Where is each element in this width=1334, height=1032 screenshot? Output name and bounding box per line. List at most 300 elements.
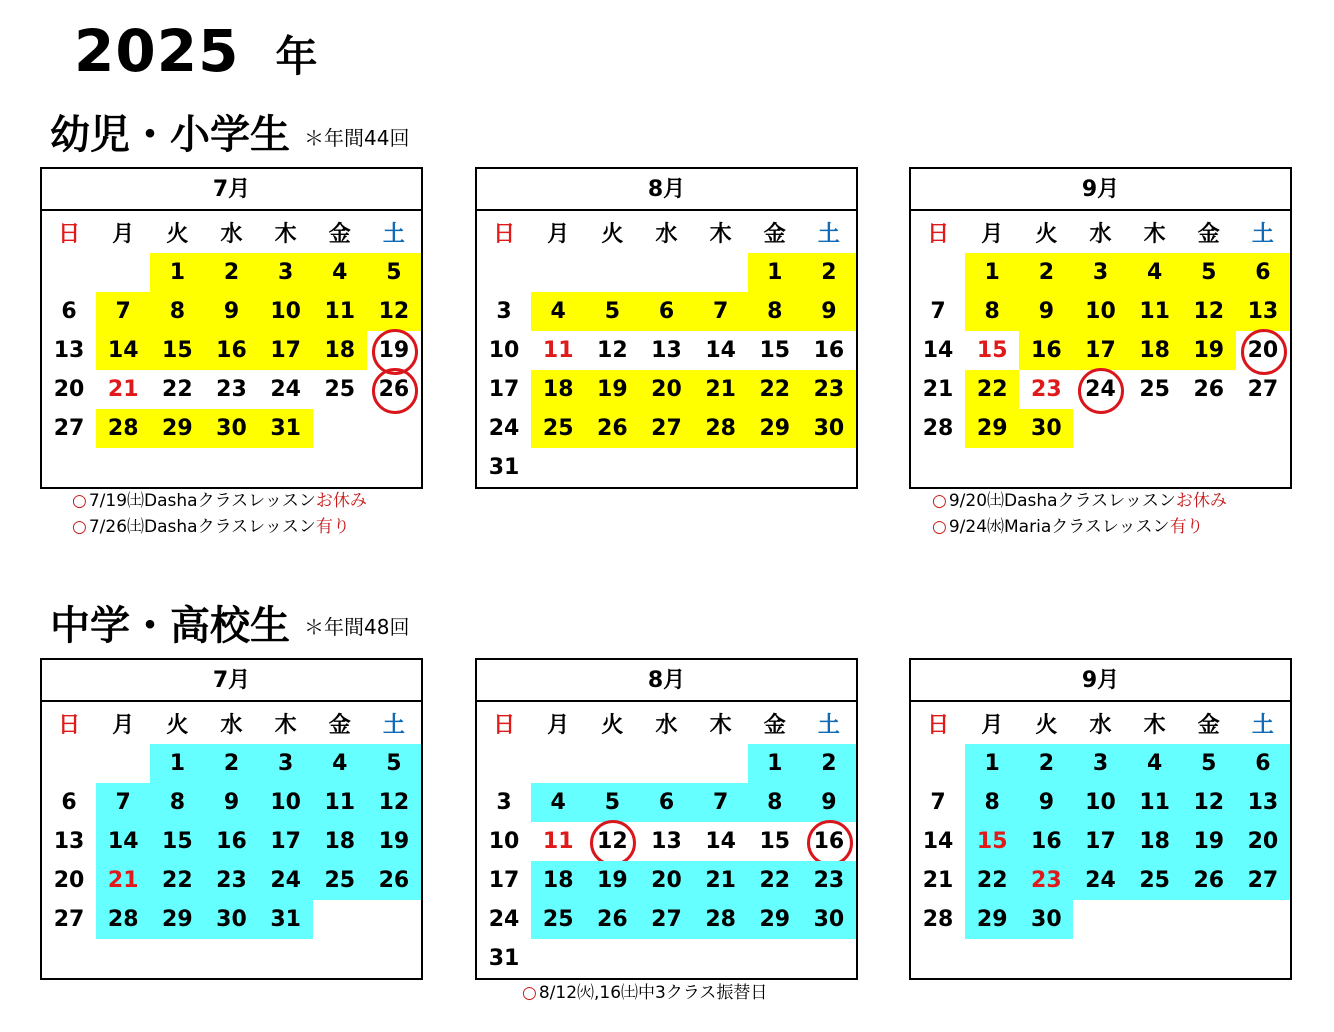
- day-cell: 15: [965, 822, 1019, 861]
- day-cell: 5: [367, 744, 421, 783]
- empty-cell: [1236, 900, 1290, 939]
- weekday-label: 月: [112, 712, 135, 738]
- day-cell: 6: [1236, 744, 1290, 783]
- note-text: 7/19㈯Dashaクラスレッスン: [88, 491, 316, 511]
- weekday-row: [911, 211, 1290, 253]
- empty-cell: [96, 744, 150, 783]
- empty-cell: [965, 448, 1019, 487]
- week-row: [911, 253, 1290, 292]
- day-cell: 27: [1247, 377, 1279, 402]
- empty-cell: [911, 939, 965, 978]
- day-cell: 27: [639, 900, 693, 939]
- day-cell: 28: [694, 900, 748, 939]
- empty-cell: [1019, 939, 1073, 978]
- day-cell: 23: [1031, 377, 1062, 402]
- day-cell: 28: [922, 416, 954, 441]
- day-cell: 22: [162, 377, 193, 402]
- day-cell: 23: [1019, 861, 1073, 900]
- calendar: [909, 658, 1292, 980]
- day-cell: 25: [313, 861, 367, 900]
- day-cell: 9: [1019, 292, 1073, 331]
- weekday-label: 金: [763, 712, 786, 738]
- empty-cell: [477, 253, 531, 292]
- day-cell: 15: [759, 338, 791, 363]
- day-cell: 14: [705, 338, 736, 363]
- day-cell: 3: [496, 790, 512, 815]
- day-cell: 25: [324, 377, 356, 402]
- weekday-label: 水: [655, 712, 678, 738]
- day-cell: 6: [1236, 253, 1290, 292]
- day-cell: 10: [259, 292, 313, 331]
- day-cell: 7: [694, 783, 748, 822]
- day-cell: 21: [922, 377, 954, 402]
- week-row: [477, 331, 856, 370]
- empty-cell: [96, 448, 150, 487]
- empty-cell: [585, 744, 639, 783]
- day-cell: 28: [96, 900, 150, 939]
- weekday-row: [911, 702, 1290, 744]
- day-cell: 15: [150, 822, 204, 861]
- weekday-label: 木: [274, 712, 297, 738]
- day-cell: 16: [1019, 822, 1073, 861]
- note-accent: 有り: [1169, 517, 1204, 537]
- calendar-month-header: 7月: [42, 660, 421, 702]
- section-note-elementary: ＊年間44回: [304, 126, 410, 150]
- week-row: [911, 822, 1290, 861]
- weekday-label: 月: [981, 221, 1004, 247]
- week-row: [911, 370, 1290, 409]
- day-cell: 28: [96, 409, 150, 448]
- weekday-label: 日: [927, 712, 950, 738]
- day-cell: 21: [922, 868, 954, 893]
- empty-cell: [639, 448, 693, 487]
- weekday-label: 金: [328, 712, 351, 738]
- day-cell: 26: [585, 409, 639, 448]
- day-cell: 8: [748, 783, 802, 822]
- day-cell: 20: [1236, 822, 1290, 861]
- weekday-label: 土: [817, 221, 840, 247]
- note-text: 9/20㈯Dashaクラスレッスン: [948, 491, 1176, 511]
- day-cell: 3: [1073, 744, 1127, 783]
- day-cell: 20: [1236, 331, 1290, 370]
- calendar: [40, 658, 423, 980]
- weekday-label: 木: [709, 221, 732, 247]
- day-cell: 24: [488, 416, 520, 441]
- day-cell: 7: [96, 783, 150, 822]
- day-cell: 17: [1073, 331, 1127, 370]
- week-row: [42, 253, 421, 292]
- day-cell: 31: [488, 946, 520, 971]
- day-cell: 6: [61, 299, 77, 324]
- day-cell: 25: [531, 900, 585, 939]
- calendar-note: [932, 493, 1227, 510]
- empty-cell: [96, 253, 150, 292]
- calendar: [909, 167, 1292, 489]
- empty-cell: [639, 744, 693, 783]
- day-cell: 8: [965, 292, 1019, 331]
- day-cell: 3: [259, 744, 313, 783]
- day-cell: 11: [542, 338, 574, 363]
- week-row: [477, 292, 856, 331]
- week-row: [911, 331, 1290, 370]
- empty-cell: [585, 448, 639, 487]
- weekday-label: 木: [1143, 221, 1166, 247]
- weekday-label: 木: [1143, 712, 1166, 738]
- day-cell: 30: [204, 409, 258, 448]
- week-row: [911, 409, 1290, 448]
- day-cell: 25: [531, 409, 585, 448]
- empty-cell: [259, 939, 313, 978]
- section-title-secondary: 中学・高校生: [50, 603, 290, 649]
- weekday-label: 月: [547, 221, 570, 247]
- day-cell: 29: [748, 409, 802, 448]
- day-cell: 19: [585, 861, 639, 900]
- day-cell: 15: [759, 829, 791, 854]
- day-cell: 19: [585, 370, 639, 409]
- week-row: [477, 370, 856, 409]
- day-cell: 10: [1073, 292, 1127, 331]
- day-cell: 9: [802, 292, 856, 331]
- empty-cell: [367, 939, 421, 978]
- week-row: [477, 822, 856, 861]
- day-cell: 12: [1182, 783, 1236, 822]
- week-row: [42, 331, 421, 370]
- empty-cell: [259, 448, 313, 487]
- day-cell: 24: [488, 907, 520, 932]
- day-cell: 8: [150, 292, 204, 331]
- day-cell: 26: [1193, 377, 1225, 402]
- day-cell: 26: [367, 370, 421, 409]
- weekday-label: 火: [166, 221, 189, 247]
- day-cell: 20: [53, 868, 85, 893]
- week-row: [477, 900, 856, 939]
- day-cell: 19: [1182, 331, 1236, 370]
- day-cell: 24: [1073, 861, 1127, 900]
- empty-cell: [96, 939, 150, 978]
- day-cell: 9: [1019, 783, 1073, 822]
- day-cell: 17: [488, 377, 520, 402]
- week-row: [477, 448, 856, 487]
- empty-cell: [42, 744, 96, 783]
- empty-cell: [477, 744, 531, 783]
- weekday-row: [477, 702, 856, 744]
- calendar-month-header: 9月: [911, 660, 1290, 702]
- note-text: 8/12㈫,16㈯中3クラス振替日: [538, 983, 768, 1003]
- empty-cell: [1182, 448, 1236, 487]
- day-cell: 15: [976, 338, 1008, 363]
- weekday-label: 水: [1089, 221, 1112, 247]
- week-row: [911, 939, 1290, 978]
- day-cell: 11: [1128, 292, 1182, 331]
- day-cell: 5: [585, 292, 639, 331]
- calendar-month-header: 8月: [477, 169, 856, 211]
- day-cell: 15: [150, 331, 204, 370]
- empty-cell: [1182, 939, 1236, 978]
- week-row: [42, 900, 421, 939]
- empty-cell: [694, 448, 748, 487]
- empty-cell: [42, 448, 96, 487]
- section-title-elementary: 幼児・小学生: [50, 112, 290, 158]
- weekday-row: [42, 702, 421, 744]
- day-cell: 30: [802, 409, 856, 448]
- day-cell: 4: [313, 744, 367, 783]
- day-cell: 4: [531, 783, 585, 822]
- weekday-label: 土: [1251, 221, 1274, 247]
- week-row: [911, 783, 1290, 822]
- day-cell: 2: [204, 744, 258, 783]
- empty-cell: [1236, 409, 1290, 448]
- day-cell: 14: [705, 829, 736, 854]
- empty-cell: [1182, 900, 1236, 939]
- day-cell: 2: [204, 253, 258, 292]
- day-cell: 16: [204, 331, 258, 370]
- empty-cell: [639, 939, 693, 978]
- day-cell: 18: [1128, 822, 1182, 861]
- day-cell: 22: [748, 370, 802, 409]
- weekday-label: 土: [382, 712, 405, 738]
- weekday-label: 日: [58, 712, 81, 738]
- day-cell: 22: [150, 861, 204, 900]
- note-circle-mark: ○: [522, 983, 537, 1003]
- empty-cell: [531, 744, 585, 783]
- empty-cell: [1073, 448, 1127, 487]
- calendar-note: [72, 519, 350, 536]
- week-row: [911, 900, 1290, 939]
- day-cell: 13: [651, 338, 682, 363]
- empty-cell: [911, 448, 965, 487]
- empty-cell: [694, 939, 748, 978]
- day-cell: 4: [1128, 253, 1182, 292]
- empty-cell: [694, 253, 748, 292]
- note-circle-mark: ○: [72, 491, 87, 511]
- year-title: [74, 17, 318, 85]
- day-cell: 4: [313, 253, 367, 292]
- day-cell: 9: [204, 292, 258, 331]
- week-row: [911, 448, 1290, 487]
- day-cell: 14: [922, 829, 954, 854]
- note-accent: お休み: [315, 491, 367, 511]
- day-cell: 31: [488, 455, 520, 480]
- week-row: [42, 861, 421, 900]
- week-row: [42, 744, 421, 783]
- day-cell: 2: [802, 744, 856, 783]
- day-cell: 11: [1128, 783, 1182, 822]
- week-row: [42, 939, 421, 978]
- weekday-label: 水: [1089, 712, 1112, 738]
- day-cell: 6: [61, 790, 77, 815]
- day-cell: 20: [639, 861, 693, 900]
- empty-cell: [802, 939, 856, 978]
- empty-cell: [1073, 409, 1127, 448]
- note-accent: お休み: [1175, 491, 1227, 511]
- day-cell: 5: [1182, 744, 1236, 783]
- day-cell: 13: [651, 829, 682, 854]
- weekday-label: 木: [274, 221, 297, 247]
- day-cell: 22: [965, 861, 1019, 900]
- empty-cell: [531, 253, 585, 292]
- note-circle-mark: ○: [72, 517, 87, 537]
- day-cell: 14: [96, 822, 150, 861]
- day-cell: 13: [53, 829, 85, 854]
- note-text: 9/24㈬Mariaクラスレッスン: [948, 517, 1170, 537]
- week-row: [42, 448, 421, 487]
- calendar-note: [932, 519, 1204, 536]
- weekday-label: 木: [709, 712, 732, 738]
- day-cell: 28: [922, 907, 954, 932]
- week-row: [477, 783, 856, 822]
- day-cell: 11: [313, 292, 367, 331]
- day-cell: 7: [930, 299, 946, 324]
- day-cell: 21: [694, 370, 748, 409]
- weekday-label: 月: [981, 712, 1004, 738]
- day-cell: 5: [585, 783, 639, 822]
- day-cell: 16: [813, 338, 845, 363]
- week-row: [42, 292, 421, 331]
- empty-cell: [965, 939, 1019, 978]
- weekday-label: 金: [1197, 221, 1220, 247]
- day-cell: 3: [259, 253, 313, 292]
- weekday-label: 月: [112, 221, 135, 247]
- day-cell: 18: [531, 370, 585, 409]
- empty-cell: [367, 409, 421, 448]
- day-cell: 14: [922, 338, 954, 363]
- weekday-label: 日: [58, 221, 81, 247]
- empty-cell: [1128, 939, 1182, 978]
- day-cell: 14: [96, 331, 150, 370]
- week-row: [911, 744, 1290, 783]
- year-unit: 年: [275, 32, 318, 81]
- week-row: [911, 292, 1290, 331]
- day-cell: 21: [694, 861, 748, 900]
- day-cell: 31: [259, 409, 313, 448]
- weekday-label: 日: [927, 221, 950, 247]
- day-cell: 13: [1236, 783, 1290, 822]
- week-row: [42, 370, 421, 409]
- day-cell: 13: [53, 338, 85, 363]
- day-cell: 12: [1182, 292, 1236, 331]
- calendar-note: [72, 493, 367, 510]
- day-cell: 18: [313, 822, 367, 861]
- empty-cell: [1128, 900, 1182, 939]
- empty-cell: [313, 900, 367, 939]
- day-cell: 13: [1236, 292, 1290, 331]
- day-cell: 29: [150, 900, 204, 939]
- day-cell: 1: [748, 253, 802, 292]
- day-cell: 31: [259, 900, 313, 939]
- day-cell: 1: [150, 253, 204, 292]
- day-cell: 19: [367, 822, 421, 861]
- day-cell: 25: [1139, 377, 1170, 402]
- day-cell: 6: [639, 783, 693, 822]
- day-cell: 29: [748, 900, 802, 939]
- empty-cell: [639, 253, 693, 292]
- empty-cell: [313, 939, 367, 978]
- weekday-label: 火: [601, 221, 624, 247]
- empty-cell: [585, 253, 639, 292]
- weekday-label: 火: [601, 712, 624, 738]
- weekday-label: 火: [166, 712, 189, 738]
- day-cell: 18: [313, 331, 367, 370]
- empty-cell: [1128, 409, 1182, 448]
- calendar: [475, 167, 858, 489]
- day-cell: 27: [1236, 861, 1290, 900]
- day-cell: 24: [270, 377, 301, 402]
- day-cell: 6: [639, 292, 693, 331]
- day-cell: 30: [1019, 409, 1073, 448]
- day-cell: 29: [965, 409, 1019, 448]
- calendar-month-header: 7月: [42, 169, 421, 211]
- week-row: [42, 783, 421, 822]
- day-cell: 25: [1128, 861, 1182, 900]
- empty-cell: [42, 253, 96, 292]
- empty-cell: [150, 939, 204, 978]
- calendar-month-header: 8月: [477, 660, 856, 702]
- day-cell: 23: [802, 861, 856, 900]
- week-row: [477, 409, 856, 448]
- day-cell: 26: [1182, 861, 1236, 900]
- day-cell: 17: [259, 822, 313, 861]
- day-cell: 20: [639, 370, 693, 409]
- empty-cell: [802, 448, 856, 487]
- day-cell: 30: [1019, 900, 1073, 939]
- day-cell: 16: [802, 822, 856, 861]
- empty-cell: [313, 448, 367, 487]
- weekday-row: [42, 211, 421, 253]
- day-cell: 12: [367, 783, 421, 822]
- week-row: [911, 861, 1290, 900]
- weekday-label: 金: [763, 221, 786, 247]
- day-cell: 17: [488, 868, 520, 893]
- empty-cell: [1073, 900, 1127, 939]
- day-cell: 9: [802, 783, 856, 822]
- calendar: [475, 658, 858, 980]
- empty-cell: [1236, 448, 1290, 487]
- day-cell: 8: [748, 292, 802, 331]
- note-circle-mark: ○: [932, 517, 947, 537]
- day-cell: 30: [204, 900, 258, 939]
- day-cell: 7: [930, 790, 946, 815]
- day-cell: 5: [1182, 253, 1236, 292]
- weekday-label: 火: [1035, 221, 1058, 247]
- note-circle-mark: ○: [932, 491, 947, 511]
- day-cell: 22: [748, 861, 802, 900]
- note-text: 7/26㈯Dashaクラスレッスン: [88, 517, 316, 537]
- empty-cell: [531, 939, 585, 978]
- note-accent: 有り: [315, 517, 350, 537]
- day-cell: 2: [802, 253, 856, 292]
- weekday-label: 火: [1035, 712, 1058, 738]
- empty-cell: [748, 448, 802, 487]
- day-cell: 12: [597, 338, 628, 363]
- day-cell: 21: [107, 377, 139, 402]
- day-cell: 8: [965, 783, 1019, 822]
- weekday-label: 土: [1251, 712, 1274, 738]
- week-row: [42, 822, 421, 861]
- day-cell: 19: [367, 331, 421, 370]
- weekday-label: 金: [1197, 712, 1220, 738]
- day-cell: 23: [802, 370, 856, 409]
- day-cell: 10: [1073, 783, 1127, 822]
- day-cell: 3: [1073, 253, 1127, 292]
- day-cell: 23: [204, 861, 258, 900]
- day-cell: 2: [1019, 744, 1073, 783]
- empty-cell: [313, 409, 367, 448]
- empty-cell: [150, 448, 204, 487]
- empty-cell: [204, 448, 258, 487]
- day-cell: 11: [542, 829, 574, 854]
- weekday-label: 金: [328, 221, 351, 247]
- day-cell: 5: [367, 253, 421, 292]
